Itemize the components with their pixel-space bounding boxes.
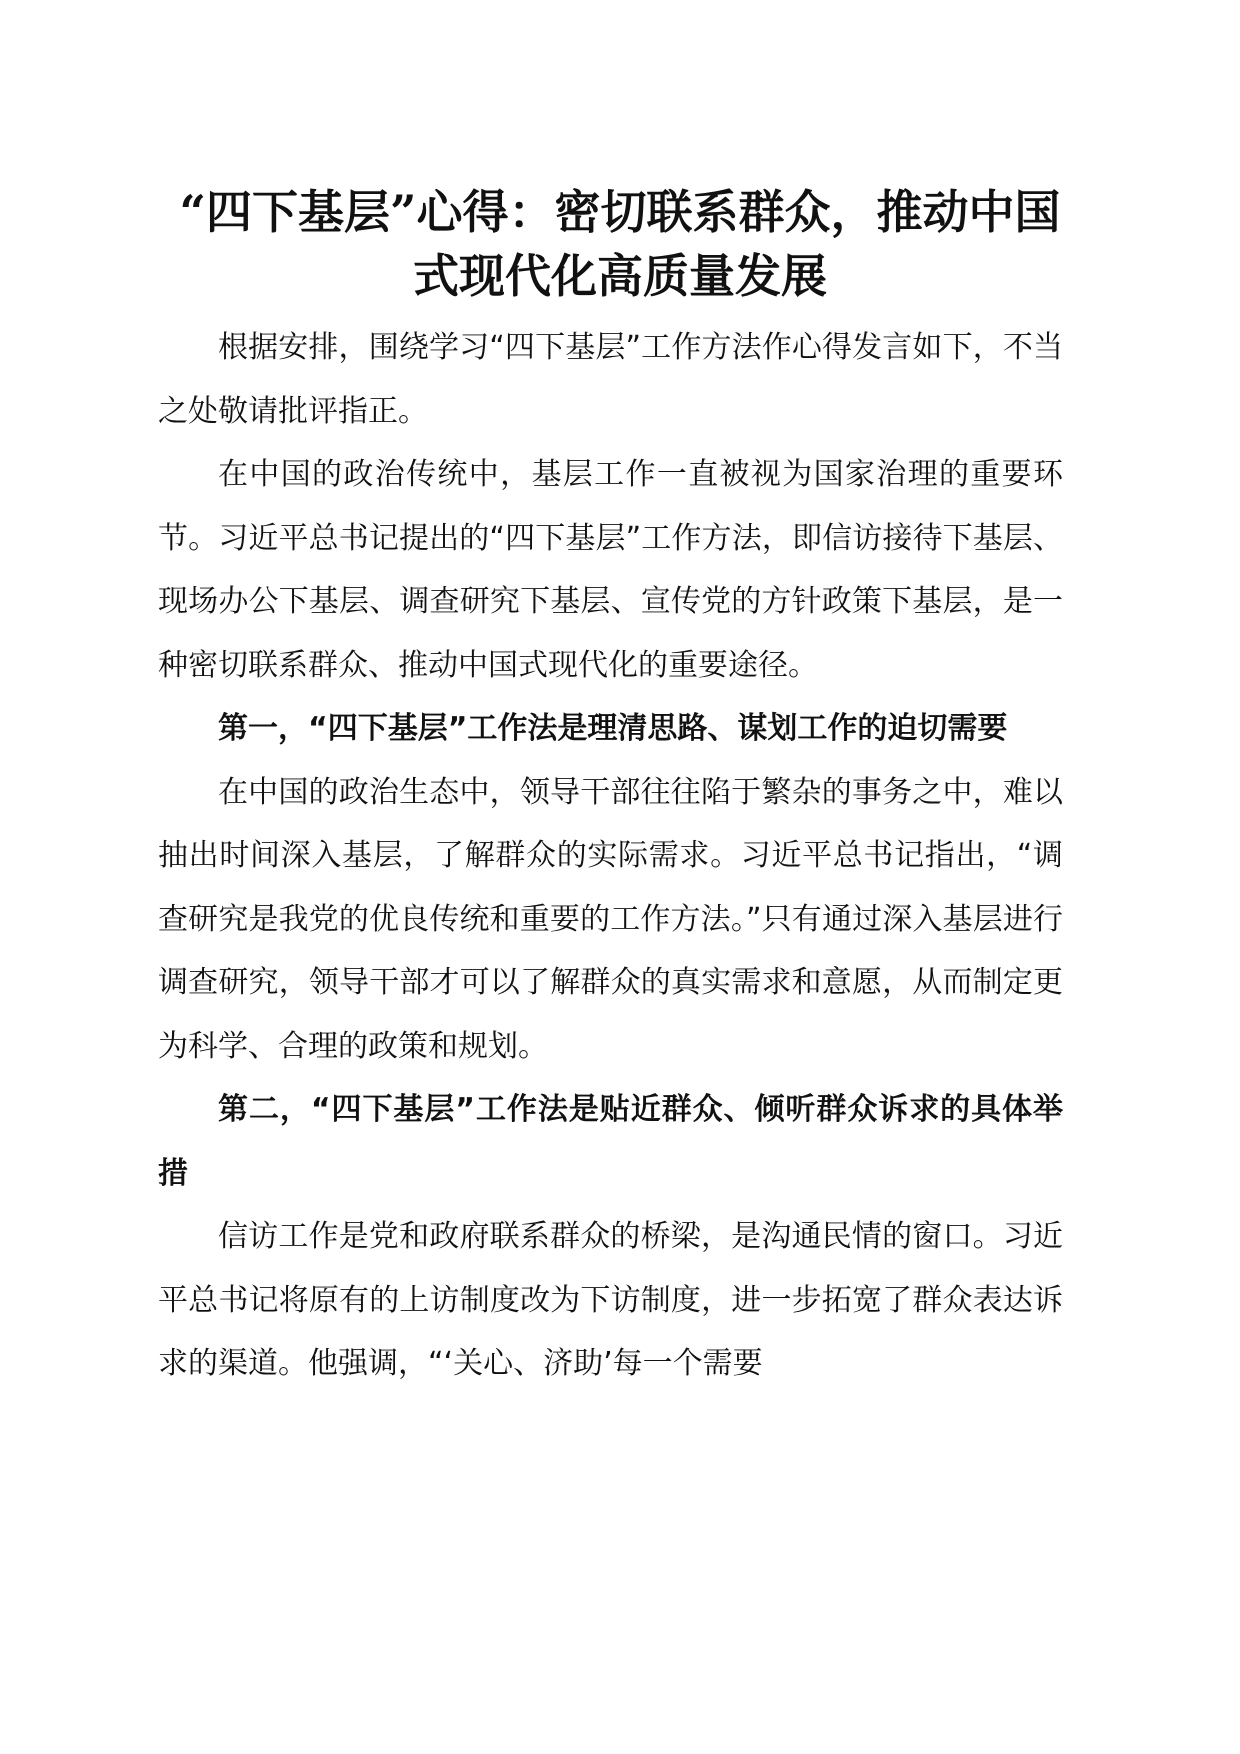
section-heading-1: 第一，“四下基层”工作法是理清思路、谋划工作的迫切需要 xyxy=(218,711,1008,746)
section-2-paragraph: 信访工作是党和政府联系群众的桥梁，是沟通民情的窗口。习近平总书记将原有的上访制度改为下访制度，进一步拓宽了群众表达诉求的渠道。他强调，“‘关心、济助’每一个需要 xyxy=(158,1219,1063,1381)
background-paragraph: 在中国的政治传统中，基层工作一直被视为国家治理的重要环节。习近平总书记提出的“四下基层”工作方法，即信访接待下基层、现场办公下基层、调查研究下基层、宣传党的方针政策下基层，是一种密切联系群众、推动中国式现代化的重要途径。 xyxy=(158,457,1063,683)
title-line-1: “四下基层”心得：密切联系群众，推动中国 xyxy=(179,185,1061,239)
intro-paragraph: 根据安排，围绕学习“四下基层”工作方法作心得发言如下，不当之处敬请批评指正。 xyxy=(158,330,1063,429)
title-line-2: 式现代化高质量发展 xyxy=(413,249,827,303)
document-title xyxy=(150,180,1090,308)
section-1-paragraph: 在中国的政治生态中，领导干部往往陷于繁杂的事务之中，难以抽出时间深入基层，了解群众的实际需求。习近平总书记指出，“调查研究是我党的优良传统和重要的工作方法。”只有通过深入基层进行调查研究，领导干部才可以了解群众的真实需求和意愿，从而制定更为科学、合理的政策和规划。 xyxy=(158,774,1063,1064)
section-heading-2: 第二，“四下基层”工作法是贴近群众、倾听群众诉求的具体举措 xyxy=(158,1092,1063,1191)
document-body xyxy=(158,316,1063,1396)
